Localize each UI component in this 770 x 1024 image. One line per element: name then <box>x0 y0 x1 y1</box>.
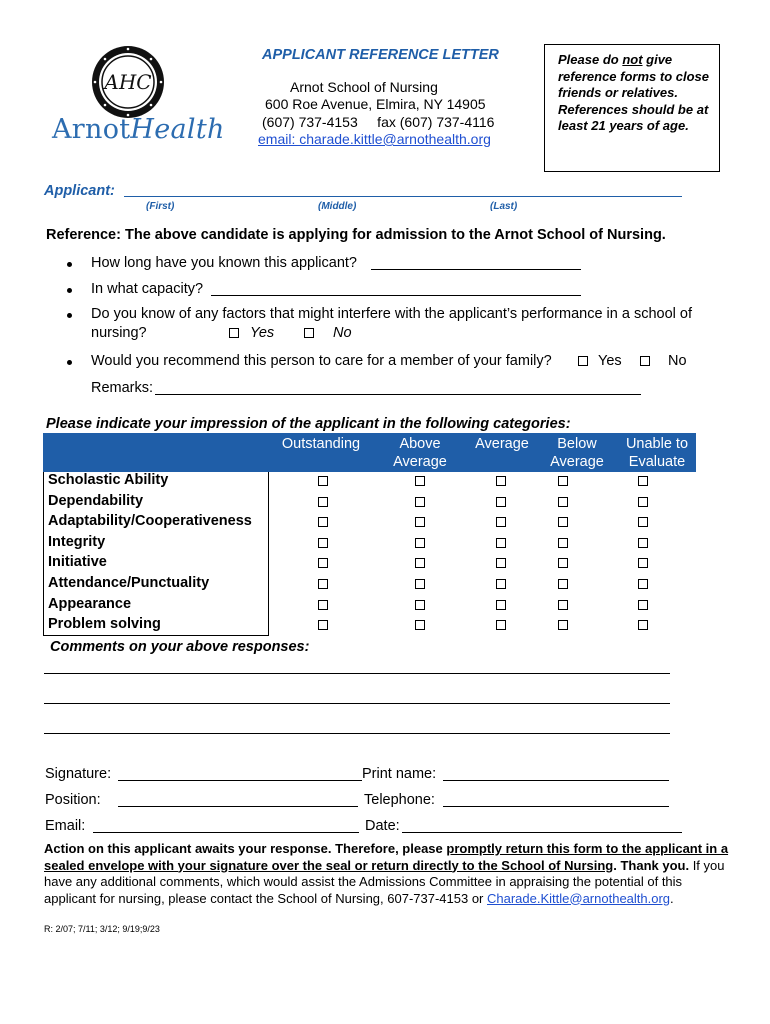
category-label: Integrity <box>48 533 106 550</box>
rating-checkbox-below-average[interactable] <box>558 579 568 589</box>
rating-checkbox-unable-to-evaluate[interactable] <box>638 476 648 486</box>
rating-checkbox-average[interactable] <box>496 497 506 507</box>
capacity-field[interactable] <box>211 295 581 296</box>
rating-checkbox-above-average[interactable] <box>415 620 425 630</box>
rating-checkbox-unable-to-evaluate[interactable] <box>638 538 648 548</box>
school-name: Arnot School of Nursing <box>290 79 438 95</box>
rating-checkbox-outstanding[interactable] <box>318 538 328 548</box>
comments-line-2[interactable] <box>44 703 670 704</box>
rating-checkbox-unable-to-evaluate[interactable] <box>638 620 648 630</box>
rating-checkbox-below-average[interactable] <box>558 558 568 568</box>
rating-checkbox-outstanding[interactable] <box>318 600 328 610</box>
col-header-above-average: Above Average <box>393 436 447 470</box>
col-header-unable-to-evaluate: Unable to Evaluate <box>625 436 689 470</box>
bullet-icon <box>67 288 72 293</box>
print-name-field[interactable] <box>443 780 669 781</box>
signature-field[interactable] <box>118 780 362 781</box>
rating-checkbox-unable-to-evaluate[interactable] <box>638 497 648 507</box>
rating-checkbox-above-average[interactable] <box>415 497 425 507</box>
email-field[interactable] <box>93 832 359 833</box>
first-name-caption: (First) <box>146 201 175 212</box>
rating-checkbox-average[interactable] <box>496 558 506 568</box>
rating-checkbox-below-average[interactable] <box>558 620 568 630</box>
arnot-seal-logo <box>90 44 166 120</box>
col-header-average: Average <box>475 436 529 452</box>
rating-checkbox-unable-to-evaluate[interactable] <box>638 579 648 589</box>
action-plain-text: If you have any additional comments, which would assist the Admissions Committee in appraising the potential of this applicant for nursing, please contact the School of Nursing, 607-737-4153 or <box>44 857 725 906</box>
bullet-icon <box>67 313 72 318</box>
question-recommend: Would you recommend this person to care for a member of your family? <box>91 353 552 369</box>
category-label: Dependability <box>48 492 144 509</box>
rating-checkbox-outstanding[interactable] <box>318 579 328 589</box>
category-label: Scholastic Ability <box>48 472 169 488</box>
question-factors-cont: nursing? <box>91 325 147 341</box>
action-underlined-text: promptly return this form to the applicant in a sealed envelope with your signature over the seal or return directly to the School of Nursing <box>44 841 729 873</box>
rating-checkbox-unable-to-evaluate[interactable] <box>638 517 648 527</box>
bullet-icon <box>67 360 72 365</box>
rating-checkbox-below-average[interactable] <box>558 497 568 507</box>
school-phone-fax: (607) 737-4153 fax (607) 737-4116 <box>262 114 495 130</box>
factors-no-label: No <box>333 325 352 341</box>
category-label: Adaptability/Cooperativeness <box>48 513 252 530</box>
question-factors: Do you know of any factors that might interfere with the applicant’s performance in a school of <box>91 306 692 322</box>
factors-yes-label: Yes <box>250 325 275 341</box>
rating-checkbox-above-average[interactable] <box>415 538 425 548</box>
notice-emphasis: not <box>622 52 643 67</box>
rating-checkbox-outstanding[interactable] <box>318 558 328 568</box>
rating-checkbox-below-average[interactable] <box>558 600 568 610</box>
recommend-no-label: No <box>668 353 687 369</box>
school-email-link[interactable]: email: charade.kittle@arnothealth.org <box>258 131 491 147</box>
rating-checkbox-average[interactable] <box>496 476 506 486</box>
question-capacity: In what capacity? <box>91 281 204 297</box>
revision-dates: R: 2/07; 7/11; 3/12; 9/19;9/23 <box>44 924 160 934</box>
telephone-field[interactable] <box>443 806 669 807</box>
col-header-below-average: Below Average <box>550 436 604 470</box>
notice-text: Please do <box>558 52 623 67</box>
category-label: Attendance/Punctuality <box>48 575 210 591</box>
recommend-no-checkbox[interactable] <box>640 356 650 366</box>
action-thanks: . Thank you. <box>613 857 690 873</box>
rating-checkbox-average[interactable] <box>496 517 506 527</box>
notice-text: give <box>642 52 673 67</box>
factors-yes-checkbox[interactable] <box>229 328 239 338</box>
col-header-outstanding: Outstanding <box>281 436 361 452</box>
rating-checkbox-average[interactable] <box>496 579 506 589</box>
last-name-caption: (Last) <box>490 201 518 212</box>
rating-checkbox-below-average[interactable] <box>558 476 568 486</box>
comments-line-3[interactable] <box>44 733 670 734</box>
bullet-icon <box>67 262 72 267</box>
rating-checkbox-above-average[interactable] <box>415 579 425 589</box>
rating-checkbox-above-average[interactable] <box>415 517 425 527</box>
category-label: Appearance <box>48 595 132 612</box>
remarks-label: Remarks: <box>91 380 154 396</box>
applicant-name-field[interactable] <box>124 196 682 197</box>
action-period: . <box>670 890 674 906</box>
signature-label: Signature: <box>45 766 112 782</box>
category-label: Initiative <box>48 554 107 571</box>
rating-checkbox-unable-to-evaluate[interactable] <box>638 558 648 568</box>
brand-plain: Arnot <box>52 114 131 145</box>
applicant-label: Applicant: <box>44 183 115 199</box>
how-long-field[interactable] <box>371 269 581 270</box>
rating-checkbox-unable-to-evaluate[interactable] <box>638 600 648 610</box>
rating-checkbox-above-average[interactable] <box>415 476 425 486</box>
rating-checkbox-above-average[interactable] <box>415 558 425 568</box>
position-label: Position: <box>45 792 101 808</box>
rating-checkbox-average[interactable] <box>496 538 506 548</box>
svg-text:AHC: AHC <box>104 70 152 94</box>
rating-checkbox-outstanding[interactable] <box>318 497 328 507</box>
telephone-label: Telephone: <box>364 792 435 808</box>
middle-name-caption: (Middle) <box>318 201 357 212</box>
rating-checkbox-below-average[interactable] <box>558 517 568 527</box>
category-label: Problem solving <box>48 616 161 633</box>
ratings-heading: Please indicate your impression of the applicant in the following categories: <box>46 416 571 432</box>
notice-box <box>544 44 720 172</box>
date-field[interactable] <box>402 832 682 833</box>
date-label: Date: <box>365 818 400 834</box>
action-bold-text: Action on this applicant awaits your response. Therefore, please <box>44 841 447 856</box>
comments-line-1[interactable] <box>44 673 670 674</box>
comments-label: Comments on your above responses: <box>50 639 310 655</box>
recommend-yes-label: Yes <box>598 353 622 369</box>
recommend-yes-checkbox[interactable] <box>578 356 588 366</box>
notice-text-rest: reference forms to close friends or relatives. References should be at least 21 years of age. <box>558 68 710 133</box>
rating-checkbox-average[interactable] <box>496 620 506 630</box>
reference-statement: Reference: The above candidate is applying for admission to the Arnot School of Nursing. <box>46 227 666 243</box>
print-name-label: Print name: <box>362 766 437 782</box>
form-title: APPLICANT REFERENCE LETTER <box>262 47 499 63</box>
school-address: 600 Roe Avenue, Elmira, NY 14905 <box>265 96 486 112</box>
rating-checkbox-above-average[interactable] <box>415 600 425 610</box>
rating-checkbox-outstanding[interactable] <box>318 517 328 527</box>
arnot-health-wordmark <box>52 114 225 145</box>
brand-italic: Health <box>130 114 225 145</box>
position-field[interactable] <box>118 806 358 807</box>
contact-email-link[interactable]: Charade.Kittle@arnothealth.org <box>487 890 671 906</box>
question-how-long: How long have you known this applicant? <box>91 255 357 271</box>
rating-checkbox-average[interactable] <box>496 600 506 610</box>
action-instructions <box>44 841 734 907</box>
factors-no-checkbox[interactable] <box>304 328 314 338</box>
rating-checkbox-outstanding[interactable] <box>318 476 328 486</box>
rating-checkbox-below-average[interactable] <box>558 538 568 548</box>
remarks-field[interactable] <box>155 394 641 395</box>
email-label: Email: <box>45 818 86 834</box>
rating-checkbox-outstanding[interactable] <box>318 620 328 630</box>
